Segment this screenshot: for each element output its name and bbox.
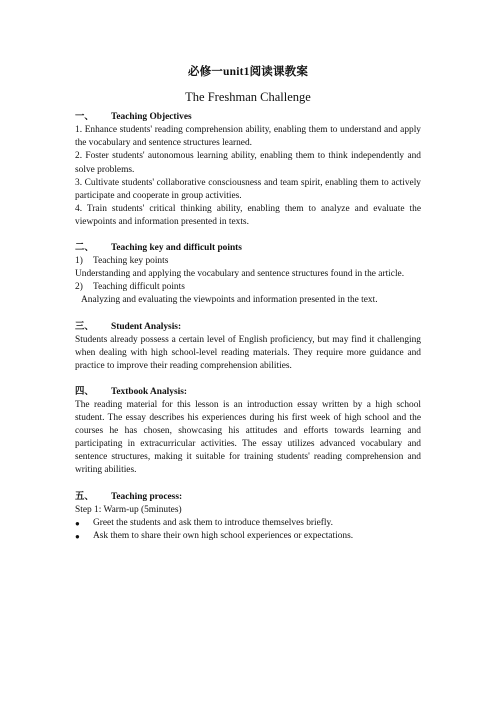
section-number: 四、 (75, 386, 94, 397)
bullet-icon: ● (75, 518, 80, 528)
section-number: 二、 (75, 243, 94, 254)
section-title: Teaching Objectives (111, 112, 192, 123)
section-title: Textbook Analysis: (111, 386, 187, 397)
list-item (75, 517, 421, 530)
section-title: Student Analysis: (111, 321, 182, 332)
section-heading-teaching-process (75, 491, 421, 504)
difficult-points-text: Analyzing and evaluating the viewpoints and information presented in the text. (81, 295, 378, 306)
objective-item: 1. Enhance students' reading comprehension ability, enabling them to understand and apply the vocabulary and sentence structures learned. (75, 125, 421, 149)
section-heading-key-points (75, 242, 421, 255)
list-item-text: Ask them to share their own high school experiences or expectations. (93, 530, 354, 541)
document-subtitle: The Freshman Challenge (185, 90, 311, 105)
textbook-analysis-text: The reading material for this lesson is an introduction essay written by a high school student. The essay describes his experiences during his first week of high school and the courses he has chosen, showcasing his attitudes and efforts towards learning and participating in extracurricular activities. The essay utilizes advanced vocabulary and sentence structures, making it suitable for training students' reading comprehension and writing abilities. (75, 399, 421, 476)
bullet-icon: ● (75, 531, 80, 541)
objective-item: 2. Foster students' autonomous learning ability, enabling them to think independently and solve problems. (75, 151, 421, 175)
sub-number: 2) (75, 282, 83, 293)
section-title: Teaching key and difficult points (111, 243, 242, 254)
section-heading-student-analysis (75, 321, 421, 334)
sub-title: Teaching key points (93, 256, 169, 267)
list-item (75, 530, 421, 543)
sub-number: 1) (75, 256, 83, 267)
document-body (75, 66, 421, 543)
section-number: 三、 (75, 321, 94, 332)
section-title: Teaching process: (111, 491, 183, 502)
subheading-difficult-points (75, 281, 421, 294)
list-item-text: Greet the students and ask them to introduce themselves briefly. (93, 517, 333, 528)
objective-item: 4. Train students' critical thinking ability, enabling them to analyze and evaluate the viewpoints and information presented in texts. (75, 203, 421, 227)
objective-item: 3. Cultivate students' collaborative consciousness and team spirit, enabling them to actively participate and cooperate in group activities. (75, 177, 421, 201)
key-points-text: Understanding and applying the vocabulary and sentence structures found in the article. (75, 269, 405, 280)
section-number: 五、 (75, 491, 94, 502)
document-title: 必修一unit1阅读课教案 (187, 66, 309, 78)
sub-title: Teaching difficult points (93, 282, 185, 293)
section-heading-objectives (75, 111, 421, 124)
section-heading-textbook-analysis (75, 386, 421, 399)
step-label: Step 1: Warm-up (5minutes) (75, 504, 182, 515)
section-number: 一、 (75, 112, 94, 123)
subheading-key-points (75, 255, 421, 268)
student-analysis-text: Students already possess a certain level of English proficiency, but may find it challenging when dealing with high school-level reading materials. They require more guidance and practice to improve their reading comprehension abilities. (75, 334, 421, 371)
